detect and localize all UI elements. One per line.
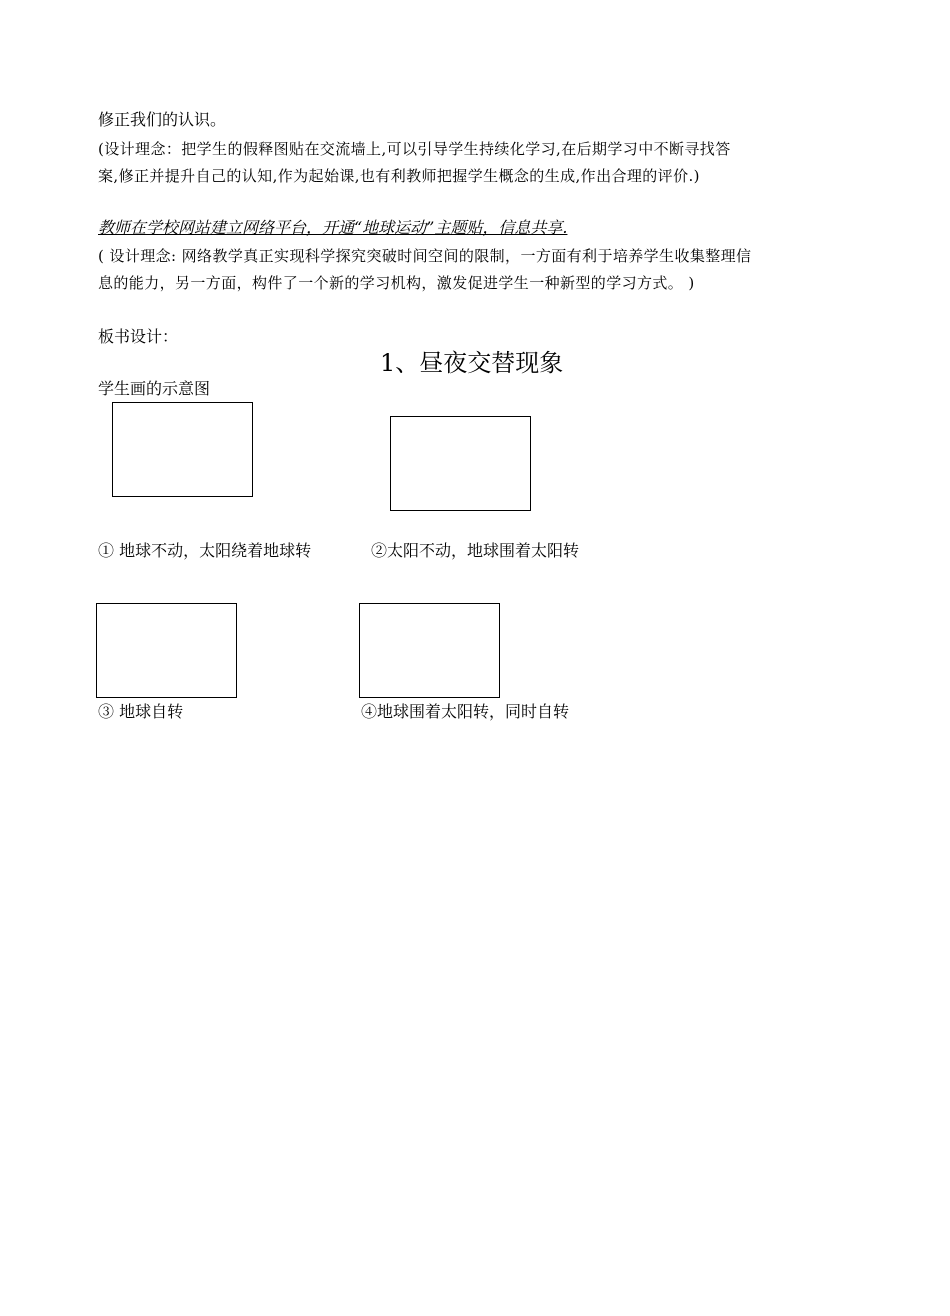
- caption-1: ① 地球不动，太阳绕着地球转: [98, 541, 312, 560]
- board-title: 1、昼夜交替现象: [380, 349, 564, 377]
- design-note-line: ( 设计理念: 网络教学真正实现科学探究突破时间空间的限制，一方面有利于培养学生收集整理信: [98, 247, 752, 265]
- caption-4: ④地球围着太阳转，同时自转: [361, 702, 570, 721]
- diagram-box-1: [112, 402, 253, 497]
- diagram-box-3: [96, 603, 237, 698]
- text-line: 修正我们的认识。: [98, 110, 227, 129]
- design-note-line: (设计理念：把学生的假释图贴在交流墙上,可以引导学生持续化学习,在后期学习中不断寻找答: [98, 140, 731, 158]
- diagram-box-4: [359, 603, 500, 698]
- diagram-label: 学生画的示意图: [98, 379, 211, 398]
- teacher-platform-line: 教师在学校网站建立网络平台，开通“地球运动”主题贴，信息共享.: [98, 218, 568, 237]
- board-design-label: 板书设计：: [98, 327, 179, 346]
- caption-2: ②太阳不动，地球围着太阳转: [371, 541, 580, 560]
- design-note-line: 案,修正并提升自己的认知,作为起始课,也有利教师把握学生概念的生成,作出合理的评价.): [98, 167, 700, 185]
- design-note-line: 息的能力，另一方面，构件了一个新的学习机构，激发促进学生一种新型的学习方式。 ): [98, 274, 695, 292]
- caption-3: ③ 地球自转: [98, 702, 184, 721]
- diagram-box-2: [390, 416, 531, 511]
